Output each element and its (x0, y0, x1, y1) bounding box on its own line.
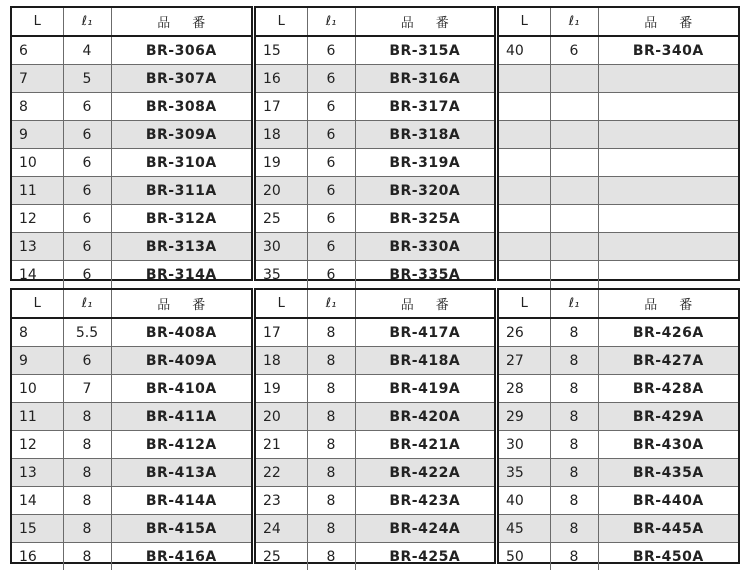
header-l1: ℓ₁ (63, 8, 111, 36)
cell-length: 40 (499, 487, 550, 515)
cell-l1: 6 (307, 121, 355, 149)
header-part-number (111, 8, 251, 36)
table-row (499, 487, 738, 515)
header-part-word-2: 番 (679, 298, 692, 313)
cell-l1: 8 (550, 487, 598, 515)
table-row (12, 177, 251, 205)
cell-length: 6 (12, 36, 63, 65)
cell-part-number: BR-409A (111, 347, 251, 375)
cell-length: 20 (256, 403, 307, 431)
table-row (256, 515, 494, 543)
table-row (499, 65, 738, 93)
cell-part-number: BR-430A (598, 431, 738, 459)
cell-part-number: BR-414A (111, 487, 251, 515)
cell-part-number (598, 121, 738, 149)
header-part-word-2: 番 (436, 298, 449, 313)
part-table (256, 8, 494, 288)
cell-length: 15 (12, 515, 63, 543)
cell-l1: 4 (63, 36, 111, 65)
cell-part-number: BR-335A (355, 261, 494, 289)
table-row (499, 403, 738, 431)
table-row (499, 318, 738, 347)
cell-length: 8 (12, 93, 63, 121)
cell-l1 (550, 205, 598, 233)
cell-length: 11 (12, 403, 63, 431)
header-part-word-1: 品 (157, 16, 170, 31)
table-row (256, 65, 494, 93)
cell-l1: 8 (307, 318, 355, 347)
table-header-row (499, 290, 738, 318)
cell-l1: 6 (307, 177, 355, 205)
table-row (12, 233, 251, 261)
cell-part-number: BR-307A (111, 65, 251, 93)
cell-part-number: BR-423A (355, 487, 494, 515)
cell-length: 35 (256, 261, 307, 289)
cell-l1: 6 (63, 121, 111, 149)
cell-part-number: BR-312A (111, 205, 251, 233)
cell-l1: 8 (63, 459, 111, 487)
cell-part-number: BR-325A (355, 205, 494, 233)
cell-length: 23 (256, 487, 307, 515)
cell-l1: 6 (63, 93, 111, 121)
cell-length: 18 (256, 121, 307, 149)
table-panel (254, 288, 496, 564)
table-row (256, 403, 494, 431)
cell-length: 7 (12, 65, 63, 93)
table-panel (254, 6, 496, 281)
table-row (12, 487, 251, 515)
cell-length: 45 (499, 515, 550, 543)
table-row (256, 121, 494, 149)
cell-length: 12 (12, 205, 63, 233)
table-row (256, 36, 494, 65)
header-length: L (12, 290, 63, 318)
table-row (256, 375, 494, 403)
cell-l1: 6 (63, 261, 111, 289)
cell-length: 18 (256, 347, 307, 375)
cell-l1: 8 (63, 403, 111, 431)
cell-l1: 6 (307, 149, 355, 177)
cell-length: 17 (256, 93, 307, 121)
header-l1: ℓ₁ (63, 290, 111, 318)
cell-part-number: BR-450A (598, 543, 738, 570)
cell-l1 (550, 121, 598, 149)
table-row (256, 431, 494, 459)
table-row (499, 177, 738, 205)
cell-part-number: BR-416A (111, 543, 251, 570)
cell-length: 12 (12, 431, 63, 459)
cell-part-number: BR-411A (111, 403, 251, 431)
part-table (12, 290, 251, 570)
cell-l1: 8 (63, 431, 111, 459)
cell-length: 25 (256, 205, 307, 233)
cell-part-number: BR-317A (355, 93, 494, 121)
table-row (12, 375, 251, 403)
table-row (499, 459, 738, 487)
header-l1: ℓ₁ (307, 8, 355, 36)
cell-part-number: BR-311A (111, 177, 251, 205)
table-header-row (12, 8, 251, 36)
table-row (12, 149, 251, 177)
cell-part-number (598, 233, 738, 261)
cell-l1: 6 (307, 261, 355, 289)
header-part-word-1: 品 (644, 298, 657, 313)
cell-length: 13 (12, 233, 63, 261)
cell-part-number: BR-415A (111, 515, 251, 543)
cell-l1: 8 (307, 375, 355, 403)
table-panel (10, 288, 253, 564)
header-part-word-2: 番 (436, 16, 449, 31)
table-row (499, 233, 738, 261)
table-panel (497, 6, 740, 281)
cell-l1: 6 (307, 233, 355, 261)
header-part-number (355, 290, 494, 318)
cell-l1: 8 (307, 403, 355, 431)
cell-l1: 6 (63, 205, 111, 233)
table-row (12, 431, 251, 459)
cell-part-number (598, 261, 738, 289)
header-length: L (256, 8, 307, 36)
cell-length (499, 205, 550, 233)
cell-part-number: BR-419A (355, 375, 494, 403)
cell-part-number: BR-308A (111, 93, 251, 121)
cell-l1 (550, 261, 598, 289)
cell-length: 28 (499, 375, 550, 403)
cell-part-number (598, 65, 738, 93)
header-part-word-2: 番 (192, 298, 205, 313)
cell-length (499, 93, 550, 121)
cell-length: 30 (256, 233, 307, 261)
cell-length: 22 (256, 459, 307, 487)
part-table (499, 290, 738, 570)
table-row (499, 93, 738, 121)
cell-length: 8 (12, 318, 63, 347)
table-row (12, 121, 251, 149)
cell-l1: 6 (307, 65, 355, 93)
header-l1: ℓ₁ (550, 8, 598, 36)
table-row (12, 205, 251, 233)
cell-length (499, 233, 550, 261)
table-panel (497, 288, 740, 564)
header-length: L (12, 8, 63, 36)
header-length: L (499, 290, 550, 318)
cell-l1: 8 (550, 543, 598, 570)
cell-part-number: BR-427A (598, 347, 738, 375)
table-row (256, 261, 494, 289)
cell-part-number: BR-320A (355, 177, 494, 205)
table-row (12, 347, 251, 375)
cell-part-number: BR-413A (111, 459, 251, 487)
cell-length: 11 (12, 177, 63, 205)
table-header-row (499, 8, 738, 36)
table-row (499, 36, 738, 65)
cell-part-number: BR-306A (111, 36, 251, 65)
table-row (499, 261, 738, 289)
cell-part-number: BR-429A (598, 403, 738, 431)
cell-length (499, 261, 550, 289)
cell-part-number: BR-421A (355, 431, 494, 459)
table-row (12, 36, 251, 65)
table-row (256, 93, 494, 121)
cell-length: 17 (256, 318, 307, 347)
cell-l1: 8 (307, 431, 355, 459)
cell-part-number: BR-314A (111, 261, 251, 289)
table-row (12, 403, 251, 431)
cell-l1: 6 (63, 347, 111, 375)
header-part-number (598, 8, 738, 36)
cell-part-number: BR-424A (355, 515, 494, 543)
table-row (256, 205, 494, 233)
header-part-word-2: 番 (679, 16, 692, 31)
cell-length: 27 (499, 347, 550, 375)
header-part-number (355, 8, 494, 36)
cell-length: 9 (12, 121, 63, 149)
cell-length: 14 (12, 261, 63, 289)
cell-l1: 6 (63, 177, 111, 205)
cell-part-number (598, 93, 738, 121)
cell-part-number: BR-315A (355, 36, 494, 65)
cell-length: 16 (256, 65, 307, 93)
cell-length: 20 (256, 177, 307, 205)
cell-length: 10 (12, 375, 63, 403)
cell-length: 30 (499, 431, 550, 459)
cell-length: 19 (256, 149, 307, 177)
cell-part-number: BR-435A (598, 459, 738, 487)
header-part-number (598, 290, 738, 318)
cell-length: 29 (499, 403, 550, 431)
part-table (256, 290, 494, 570)
header-l1: ℓ₁ (307, 290, 355, 318)
cell-part-number: BR-422A (355, 459, 494, 487)
cell-part-number: BR-313A (111, 233, 251, 261)
cell-part-number: BR-318A (355, 121, 494, 149)
table-row (12, 93, 251, 121)
table-row (256, 487, 494, 515)
cell-part-number: BR-408A (111, 318, 251, 347)
cell-l1: 6 (63, 233, 111, 261)
table-row (499, 347, 738, 375)
table-row (256, 543, 494, 570)
table-header-row (256, 8, 494, 36)
cell-part-number (598, 177, 738, 205)
cell-l1 (550, 93, 598, 121)
cell-l1: 6 (307, 205, 355, 233)
cell-l1: 6 (307, 93, 355, 121)
cell-l1: 8 (307, 515, 355, 543)
cell-l1: 8 (307, 347, 355, 375)
cell-l1 (550, 233, 598, 261)
cell-l1: 8 (63, 543, 111, 570)
table-row (499, 149, 738, 177)
cell-l1: 5.5 (63, 318, 111, 347)
cell-l1 (550, 177, 598, 205)
table-row (12, 261, 251, 289)
part-table (12, 8, 251, 288)
table-row (499, 543, 738, 570)
cell-part-number: BR-319A (355, 149, 494, 177)
cell-l1: 8 (550, 375, 598, 403)
cell-length: 25 (256, 543, 307, 570)
cell-length: 21 (256, 431, 307, 459)
cell-part-number: BR-445A (598, 515, 738, 543)
cell-length (499, 149, 550, 177)
cell-l1: 8 (307, 543, 355, 570)
header-part-word-2: 番 (192, 16, 205, 31)
cell-l1: 6 (63, 149, 111, 177)
header-length: L (499, 8, 550, 36)
cell-length: 24 (256, 515, 307, 543)
cell-part-number: BR-316A (355, 65, 494, 93)
cell-length: 13 (12, 459, 63, 487)
table-panel (10, 6, 253, 281)
table-row (12, 459, 251, 487)
table-row (256, 347, 494, 375)
cell-length: 19 (256, 375, 307, 403)
cell-l1: 8 (550, 459, 598, 487)
header-part-word-1: 品 (644, 16, 657, 31)
cell-length (499, 65, 550, 93)
table-row (499, 121, 738, 149)
table-row (256, 177, 494, 205)
table-row (499, 431, 738, 459)
header-part-number (111, 290, 251, 318)
table-row (256, 149, 494, 177)
table-header-row (256, 290, 494, 318)
table-row (499, 515, 738, 543)
table-row (12, 543, 251, 570)
cell-part-number (598, 149, 738, 177)
cell-l1: 8 (550, 318, 598, 347)
cell-l1: 8 (307, 487, 355, 515)
cell-l1 (550, 65, 598, 93)
cell-length: 35 (499, 459, 550, 487)
table-row (256, 459, 494, 487)
table-row (499, 375, 738, 403)
cell-part-number: BR-417A (355, 318, 494, 347)
cell-part-number: BR-440A (598, 487, 738, 515)
cell-length: 50 (499, 543, 550, 570)
table-header-row (12, 290, 251, 318)
cell-l1: 8 (63, 515, 111, 543)
cell-l1: 6 (550, 36, 598, 65)
cell-part-number: BR-410A (111, 375, 251, 403)
table-row (499, 205, 738, 233)
header-part-word-1: 品 (401, 16, 414, 31)
cell-part-number: BR-309A (111, 121, 251, 149)
cell-part-number (598, 205, 738, 233)
header-l1: ℓ₁ (550, 290, 598, 318)
cell-length (499, 177, 550, 205)
cell-part-number: BR-425A (355, 543, 494, 570)
cell-length: 14 (12, 487, 63, 515)
cell-l1: 8 (307, 459, 355, 487)
cell-l1: 8 (550, 347, 598, 375)
cell-length: 26 (499, 318, 550, 347)
cell-part-number: BR-310A (111, 149, 251, 177)
cell-part-number: BR-428A (598, 375, 738, 403)
header-part-word-1: 品 (401, 298, 414, 313)
cell-part-number: BR-420A (355, 403, 494, 431)
table-row (12, 515, 251, 543)
cell-l1 (550, 149, 598, 177)
cell-length: 40 (499, 36, 550, 65)
cell-l1: 7 (63, 375, 111, 403)
table-row (12, 318, 251, 347)
cell-part-number: BR-418A (355, 347, 494, 375)
cell-length: 16 (12, 543, 63, 570)
cell-l1: 5 (63, 65, 111, 93)
cell-l1: 6 (307, 36, 355, 65)
cell-l1: 8 (550, 515, 598, 543)
cell-l1: 8 (550, 431, 598, 459)
table-row (256, 233, 494, 261)
cell-length: 15 (256, 36, 307, 65)
cell-part-number: BR-426A (598, 318, 738, 347)
part-table (499, 8, 738, 288)
cell-l1: 8 (550, 403, 598, 431)
cell-length (499, 121, 550, 149)
table-row (256, 318, 494, 347)
cell-part-number: BR-412A (111, 431, 251, 459)
cell-l1: 8 (63, 487, 111, 515)
table-row (12, 65, 251, 93)
cell-length: 9 (12, 347, 63, 375)
cell-part-number: BR-340A (598, 36, 738, 65)
header-part-word-1: 品 (157, 298, 170, 313)
cell-part-number: BR-330A (355, 233, 494, 261)
header-length: L (256, 290, 307, 318)
cell-length: 10 (12, 149, 63, 177)
